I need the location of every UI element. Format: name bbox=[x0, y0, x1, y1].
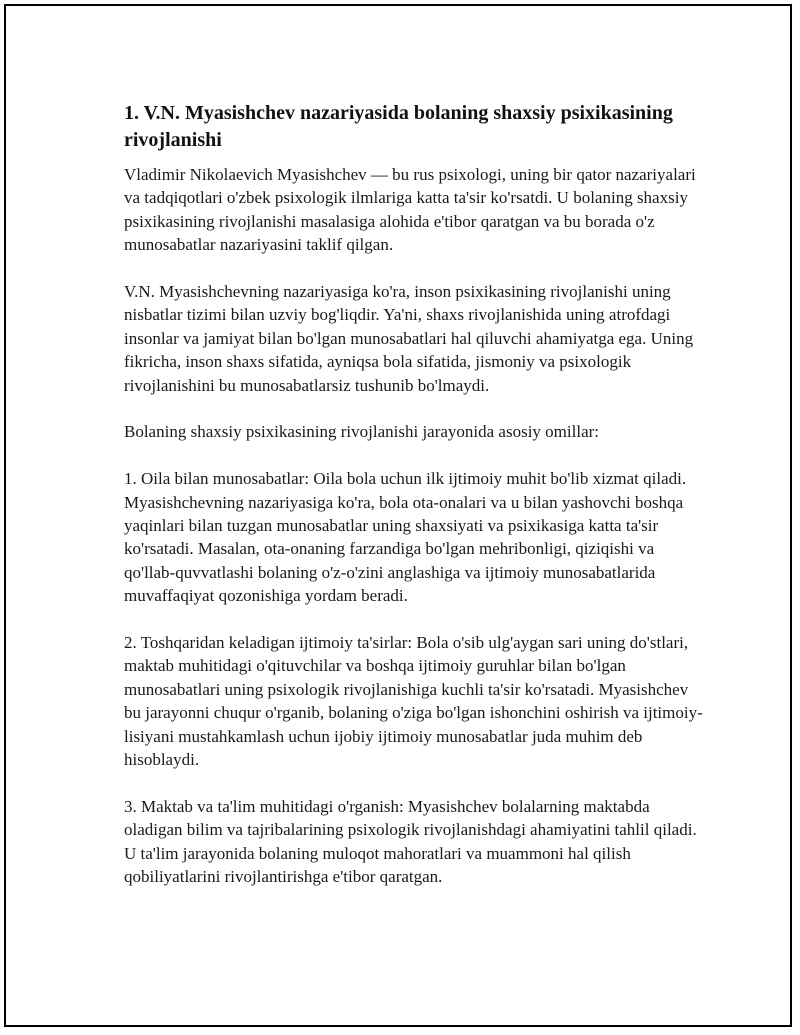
factors-intro-paragraph: Bolaning shaxsiy psixikasining rivojlanishi jarayonida asosiy omillar: bbox=[124, 422, 600, 442]
document-page bbox=[4, 4, 792, 1027]
theory-paragraph: V.N. Myasishchevning nazariyasiga ko'ra, inson psixikasining rivojlanishi uning nisbatlar tizimi bilan uzviy bog'liqdir. Ya'ni, shaxs rivojlanishida uning atrofdagi insonlar va jamiyat bilan bo'lgan munosabatlari hal qiluvchi ahamiyatga ega. Uning fikricha, inson shaxs sifatida, ayniqsa bola sifatida, jismoniy va psixologik rivojlanishini bu munosabatlarsiz tushunib bo'lmaydi. bbox=[124, 282, 694, 395]
factor-family-paragraph: 1. Oila bilan munosabatlar: Oila bola uchun ilk ijtimoiy muhit bo'lib xizmat qiladi. Myasishchevning nazariyasiga ko'ra, bola ota-onalari va u bilan yashovchi boshqa yaqinlari bilan tuzgan munosabatlar uning shaxsiyati va psixikasiga katta ta'sir ko'rsatadi. Masalan, ota-onaning farzandiga bo'lgan mehribonligi, qiziqishi va qo'llab-quvvatlashi bolaning o'z-o'zini anglashiga va ijtimoiy munosabatlarida muvaffaqiyat qozonishiga yordam beradi. bbox=[124, 469, 687, 606]
factor-school-paragraph: 3. Maktab va ta'lim muhitidagi o'rganish: Myasishchev bolalarning maktabda oladigan bilim va tajribalarining psixologik rivojlanishdagi ahamiyatini tahlil qiladi. U ta'lim jarayonida bolaning muloqot mahoratlari va muammoni hal qilish qobiliyatlarini rivojlantirishga e'tibor qaratgan. bbox=[124, 796, 697, 887]
intro-paragraph: Vladimir Nikolaevich Myasishchev — bu rus psixologi, uning bir qator nazariyalari va tadqiqotlari o'zbek psixologik ilmlariga katta ta'sir ko'rsatdi. U bolaning shaxsiy psixikasining rivojlanishi masalasiga alohida e'tibor qaratgan va bu borada o'z munosabatlar nazariyasini taklif qilgan. bbox=[124, 165, 696, 255]
section-heading: 1. V.N. Myasishchev nazariyasida bolaning shaxsiy psixikasining rivojlanishi bbox=[124, 102, 673, 151]
document-body bbox=[124, 100, 704, 912]
factor-social-paragraph: 2. Toshqaridan keladigan ijtimoiy ta'sirlar: Bola o'sib ulg'aygan sari uning do'stlari, maktab muhitidagi o'qituvchilar va boshqa ijtimoiy guruhlar bilan bo'lgan munosabatlari uning psixologik rivojlanishiga kuchli ta'sir ko'rsatadi. Myasishchev bu jarayonni chuqur o'rganib, bolaning o'ziga bo'lgan ishonchini oshirish va ijtimoiy-lisiyani mustahkamlash uchun ijobiy ijtimoiy munosabatlar juda muhim deb hisoblaydi. bbox=[124, 633, 703, 770]
